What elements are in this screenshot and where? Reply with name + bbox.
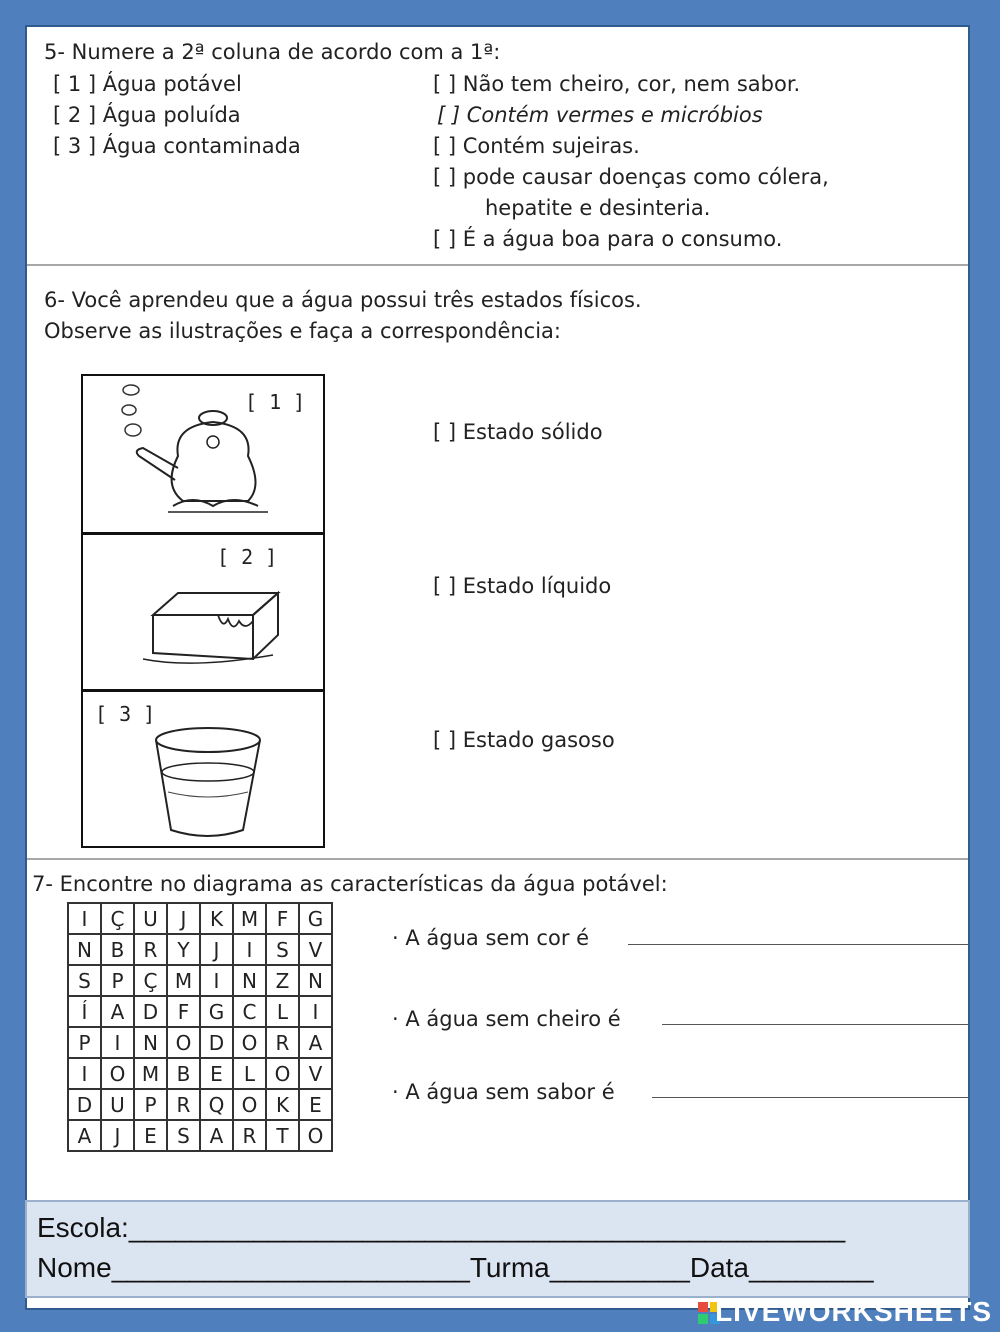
escola-field[interactable]: Escola:______________________________________________ [37,1212,846,1243]
grid-row [68,1089,332,1120]
answer-field-cor[interactable] [628,944,968,945]
illustration-box-kettle [81,374,325,534]
q5-left-item-2: [ 2 ] Água poluída [53,103,241,127]
grid-cell[interactable]: I [68,903,101,934]
liveworksheets-logo: LIVEWORKSHEETS [715,1296,992,1327]
grid-cell[interactable]: G [200,996,233,1027]
q5-left-item-1: [ 1 ] Água potável [53,72,242,96]
q7-prompt-cor: · A água sem cor é [392,926,590,950]
q5-right-item-3[interactable]: [ ] Contém sujeiras. [433,134,640,158]
q7-prompt-sabor: · A água sem sabor é [392,1080,615,1104]
q6-option-gas[interactable]: [ ] Estado gasoso [433,728,615,752]
grid-cell[interactable]: D [134,996,167,1027]
grid-cell[interactable]: R [134,934,167,965]
grid-cell[interactable]: O [299,1120,332,1151]
word-search-grid [67,902,333,1152]
grid-cell[interactable]: K [266,1089,299,1120]
grid-row [68,903,332,934]
grid-cell[interactable]: R [167,1089,200,1120]
grid-cell[interactable]: A [101,996,134,1027]
grid-cell[interactable]: Z [266,965,299,996]
grid-cell[interactable]: N [299,965,332,996]
grid-cell[interactable]: E [299,1089,332,1120]
grid-cell[interactable]: A [68,1120,101,1151]
grid-cell[interactable]: D [68,1089,101,1120]
grid-cell[interactable]: I [68,1058,101,1089]
grid-cell[interactable]: U [134,903,167,934]
grid-cell[interactable]: V [299,934,332,965]
grid-cell[interactable]: L [233,1058,266,1089]
grid-cell[interactable]: K [200,903,233,934]
grid-cell[interactable]: I [233,934,266,965]
q5-right-item-4[interactable]: [ ] pode causar doenças como cólera, [433,165,829,189]
grid-cell[interactable]: N [68,934,101,965]
grid-cell[interactable]: L [266,996,299,1027]
grid-cell[interactable]: Ç [101,903,134,934]
water-glass-icon [83,692,323,846]
grid-cell[interactable]: I [299,996,332,1027]
grid-cell[interactable]: O [167,1027,200,1058]
q6-title-line2: Observe as ilustrações e faça a correspondência: [44,319,562,343]
divider-q6-q7 [27,858,968,860]
grid-cell[interactable]: F [167,996,200,1027]
q6-option-solid[interactable]: [ ] Estado sólido [433,420,603,444]
ice-cube-icon [83,535,323,689]
q6-option-liquid[interactable]: [ ] Estado líquido [433,574,612,598]
q5-right-item-1[interactable]: [ ] Não tem cheiro, cor, nem sabor. [433,72,801,96]
grid-cell[interactable]: Y [167,934,200,965]
box-label-1: [ 1 ] [245,390,306,414]
grid-cell[interactable]: P [68,1027,101,1058]
grid-row [68,1120,332,1151]
grid-cell[interactable]: I [200,965,233,996]
box-label-3: [ 3 ] [95,702,156,726]
grid-cell[interactable]: R [233,1120,266,1151]
box-label-2: [ 2 ] [217,545,278,569]
q5-right-item-5[interactable]: [ ] É a água boa para o consumo. [433,227,783,251]
grid-cell[interactable]: A [299,1027,332,1058]
q5-right-item-4-cont: hepatite e desinteria. [485,196,711,220]
grid-cell[interactable]: A [200,1120,233,1151]
grid-cell[interactable]: Ç [134,965,167,996]
grid-cell[interactable]: O [233,1089,266,1120]
grid-cell[interactable]: V [299,1058,332,1089]
grid-cell[interactable]: S [68,965,101,996]
grid-cell[interactable]: D [200,1027,233,1058]
grid-cell[interactable]: B [101,934,134,965]
grid-cell[interactable]: E [134,1120,167,1151]
divider-q5-q6 [27,264,968,266]
q5-right-item-2[interactable]: [ ] Contém vermes e micróbios [437,103,763,127]
grid-cell[interactable]: S [266,934,299,965]
illustration-box-ice [81,533,325,691]
grid-cell[interactable]: C [233,996,266,1027]
grid-cell[interactable]: P [134,1089,167,1120]
grid-cell[interactable]: F [266,903,299,934]
grid-cell[interactable]: J [101,1120,134,1151]
q5-left-item-3: [ 3 ] Água contaminada [53,134,301,158]
grid-cell[interactable]: S [167,1120,200,1151]
grid-cell[interactable]: M [167,965,200,996]
grid-cell[interactable]: O [233,1027,266,1058]
grid-cell[interactable]: J [200,934,233,965]
grid-cell[interactable]: M [134,1058,167,1089]
grid-cell[interactable]: I [101,1027,134,1058]
grid-cell[interactable]: M [233,903,266,934]
q6-title-line1: 6- Você aprendeu que a água possui três estados físicos. [44,288,642,312]
kettle-steam-icon [83,376,323,532]
grid-cell[interactable]: G [299,903,332,934]
grid-cell[interactable]: B [167,1058,200,1089]
grid-row [68,965,332,996]
grid-cell[interactable]: U [101,1089,134,1120]
grid-cell[interactable]: P [101,965,134,996]
grid-row [68,1058,332,1089]
q7-title: 7- Encontre no diagrama as características da água potável: [32,872,668,896]
grid-cell[interactable]: O [266,1058,299,1089]
grid-cell[interactable]: Q [200,1089,233,1120]
grid-cell[interactable]: J [167,903,200,934]
grid-row [68,934,332,965]
grid-cell[interactable]: O [101,1058,134,1089]
student-info-footer [25,1200,970,1298]
q7-prompt-cheiro: · A água sem cheiro é [392,1007,621,1031]
answer-field-cheiro[interactable] [662,1024,968,1025]
grid-cell[interactable]: E [200,1058,233,1089]
q5-title: 5- Numere a 2ª coluna de acordo com a 1ª: [44,40,501,64]
grid-cell[interactable]: N [134,1027,167,1058]
grid-cell[interactable]: T [266,1120,299,1151]
grid-cell[interactable]: N [233,965,266,996]
grid-cell[interactable]: R [266,1027,299,1058]
answer-field-sabor[interactable] [652,1097,968,1098]
grid-row [68,996,332,1027]
grid-cell[interactable]: Í [68,996,101,1027]
grid-row [68,1027,332,1058]
illustration-box-glass [81,690,325,848]
nome-turma-data-field[interactable]: Nome_______________________Turma_________Data________ [37,1252,874,1283]
